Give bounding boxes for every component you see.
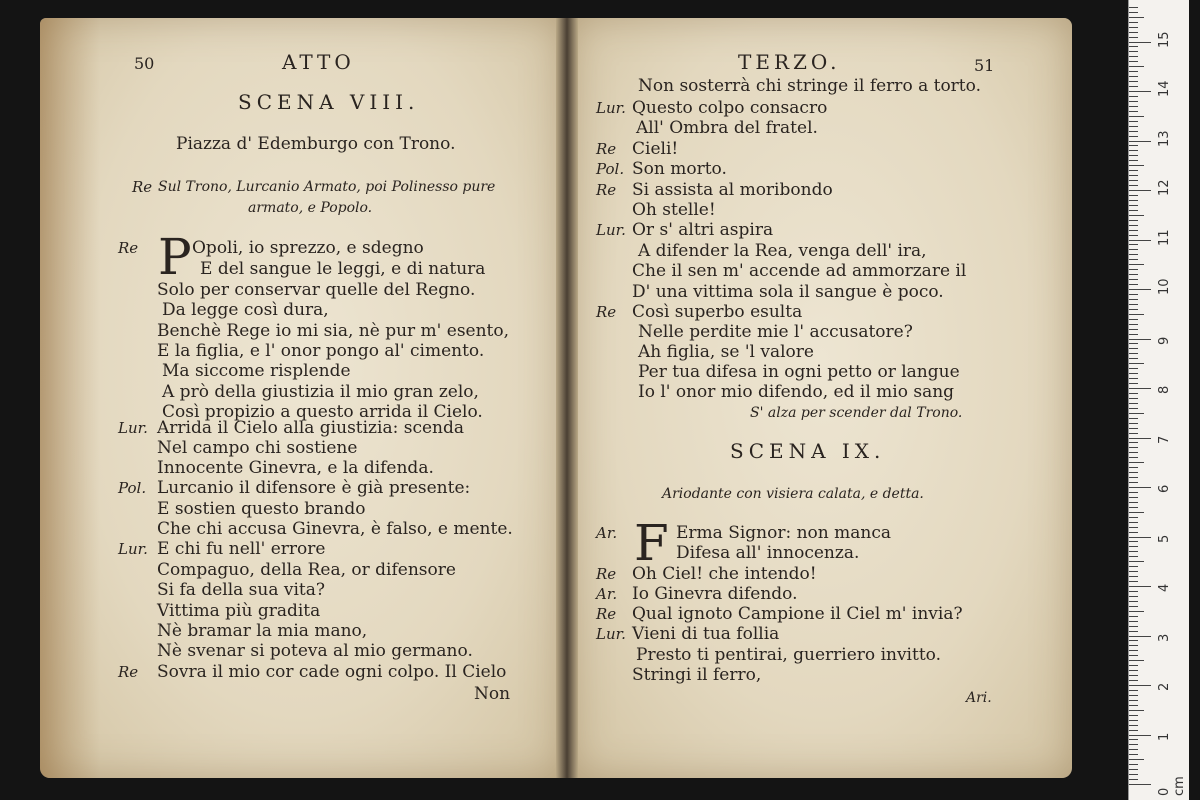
ruler-tick bbox=[1129, 581, 1138, 582]
scene-title-viii: SCENA VIII. bbox=[238, 90, 420, 114]
ruler-tick bbox=[1129, 284, 1138, 285]
ruler-tick bbox=[1129, 289, 1151, 290]
ruler-tick bbox=[1129, 695, 1138, 696]
ruler-tick bbox=[1129, 27, 1138, 28]
ruler-tick bbox=[1129, 403, 1138, 404]
speaker-label: Ar. bbox=[596, 524, 618, 542]
ruler-tick bbox=[1129, 259, 1138, 260]
verse-line: Così propizio a questo arrida il Cielo. bbox=[162, 402, 483, 422]
ruler-tick bbox=[1129, 190, 1151, 191]
ruler-tick bbox=[1129, 150, 1138, 151]
ruler-tick bbox=[1129, 274, 1138, 275]
ruler-tick bbox=[1129, 155, 1138, 156]
running-head-left: ATTO bbox=[282, 50, 355, 74]
verse-line: Vieni di tua follia bbox=[632, 624, 780, 644]
verse-line: Benchè Rege io mi sia, nè pur m' esento, bbox=[157, 321, 510, 341]
ruler-tick bbox=[1129, 502, 1138, 503]
verse-line: Si assista al moribondo bbox=[632, 180, 833, 200]
ruler-tick bbox=[1129, 710, 1144, 711]
speaker-label: Ar. bbox=[596, 585, 618, 603]
scene-title-ix: SCENA IX. bbox=[730, 439, 886, 463]
speaker-label: Lur. bbox=[596, 99, 626, 117]
ruler-tick bbox=[1129, 51, 1138, 52]
ruler-tick bbox=[1129, 185, 1138, 186]
ruler-tick bbox=[1129, 754, 1138, 755]
ruler-tick bbox=[1129, 393, 1138, 394]
ruler-number: 14 bbox=[1157, 80, 1172, 97]
ruler-number: 13 bbox=[1157, 129, 1172, 147]
speaker-label: Re bbox=[596, 605, 617, 623]
verse-line: Solo per conservar quelle del Regno. bbox=[157, 280, 476, 300]
ruler-tick bbox=[1129, 685, 1151, 686]
ruler-number: 4 bbox=[1157, 583, 1172, 592]
ruler-tick bbox=[1129, 571, 1138, 572]
ruler-tick bbox=[1129, 606, 1138, 607]
ruler-tick bbox=[1129, 76, 1138, 77]
ruler-tick bbox=[1129, 735, 1151, 736]
ruler-tick bbox=[1129, 175, 1138, 176]
ruler-tick bbox=[1129, 655, 1138, 656]
ruler-tick bbox=[1129, 304, 1138, 305]
ruler-tick bbox=[1129, 230, 1138, 231]
book-gutter bbox=[556, 18, 578, 778]
ruler-tick bbox=[1129, 744, 1138, 745]
verse-line: Erma Signor: non manca bbox=[676, 523, 891, 543]
ruler-tick bbox=[1129, 121, 1138, 122]
ruler-number: 8 bbox=[1157, 385, 1172, 394]
verse-line: Stringi il ferro, bbox=[632, 665, 762, 685]
verse-line: Io Ginevra difendo. bbox=[632, 584, 798, 604]
ruler-number: 15 bbox=[1157, 30, 1172, 48]
ruler-tick bbox=[1129, 418, 1138, 419]
speaker-label: Lur. bbox=[596, 221, 626, 239]
ruler-tick bbox=[1129, 428, 1138, 429]
speaker-label: Lur. bbox=[118, 540, 148, 558]
speaker-label: Re bbox=[596, 181, 617, 199]
ruler-tick bbox=[1129, 680, 1138, 681]
ruler-number: 1 bbox=[1157, 732, 1172, 741]
ruler-tick bbox=[1129, 472, 1138, 473]
ruler-tick bbox=[1129, 378, 1138, 379]
ruler-tick bbox=[1129, 739, 1138, 740]
ruler-number: 11 bbox=[1157, 228, 1172, 246]
ruler-tick bbox=[1129, 235, 1138, 236]
verse-line: D' una vittima sola il sangue è poco. bbox=[632, 282, 944, 302]
ruler-tick bbox=[1129, 249, 1138, 250]
ruler-tick bbox=[1129, 106, 1138, 107]
ruler-tick bbox=[1129, 645, 1138, 646]
verse-line: Che chi accusa Ginevra, è falso, e mente. bbox=[157, 519, 513, 539]
drop-cap-f: F bbox=[634, 514, 669, 572]
ruler-number: 7 bbox=[1157, 435, 1172, 444]
stage-direction-line1: Sul Trono, Lurcanio Armato, poi Polinesso pure bbox=[158, 179, 496, 195]
ruler-tick bbox=[1129, 462, 1144, 463]
ruler-tick bbox=[1129, 215, 1144, 216]
ruler-tick bbox=[1129, 71, 1138, 72]
ruler-tick bbox=[1129, 442, 1138, 443]
verse-line: Opoli, io sprezzo, e sdegno bbox=[192, 238, 424, 258]
ruler-number: 0 cm bbox=[1157, 776, 1187, 796]
ruler-tick bbox=[1129, 205, 1138, 206]
verse-line: Nel campo chi sostiene bbox=[157, 438, 358, 458]
page-number-right: 51 bbox=[974, 56, 995, 75]
ruler-tick bbox=[1129, 294, 1138, 295]
verse-line: Così superbo esulta bbox=[632, 302, 803, 322]
ruler-tick bbox=[1129, 225, 1138, 226]
ruler-tick bbox=[1129, 720, 1138, 721]
ruler-tick bbox=[1129, 492, 1138, 493]
ruler-tick bbox=[1129, 423, 1138, 424]
ruler-tick bbox=[1129, 621, 1138, 622]
ruler-tick bbox=[1129, 640, 1138, 641]
verse-line: Per tua difesa in ogni petto or langue bbox=[638, 362, 960, 382]
ruler-tick bbox=[1129, 537, 1151, 538]
ruler-tick bbox=[1129, 522, 1138, 523]
ruler-tick bbox=[1129, 487, 1151, 488]
ruler-tick bbox=[1129, 160, 1138, 161]
ruler-tick bbox=[1129, 200, 1138, 201]
ruler-tick bbox=[1129, 779, 1138, 780]
verse-line: E la figlia, e l' onor pongo al' cimento. bbox=[157, 341, 485, 361]
verse-line: Presto ti pentirai, guerriero invitto. bbox=[636, 645, 941, 665]
catchword-right: Ari. bbox=[966, 690, 992, 706]
ruler-tick bbox=[1129, 254, 1138, 255]
ruler-tick bbox=[1129, 631, 1138, 632]
ruler-tick bbox=[1129, 452, 1138, 453]
ruler-tick bbox=[1129, 368, 1138, 369]
verse-line: Or s' altri aspira bbox=[632, 220, 774, 240]
ruler-tick bbox=[1129, 551, 1138, 552]
ruler-tick bbox=[1129, 141, 1151, 142]
ruler-tick bbox=[1129, 126, 1138, 127]
verse-line: Compaguo, della Rea, or difensore bbox=[157, 560, 456, 580]
ruler-tick bbox=[1129, 398, 1138, 399]
verse-line: Difesa all' innocenza. bbox=[676, 543, 860, 563]
setting-line-right: Ariodante con visiera calata, e detta. bbox=[662, 486, 924, 502]
ruler-tick bbox=[1129, 507, 1138, 508]
verse-line: Son morto. bbox=[632, 159, 727, 179]
speaker-label: Re bbox=[596, 565, 617, 583]
ruler-tick bbox=[1129, 596, 1138, 597]
ruler-number: 9 bbox=[1157, 336, 1172, 345]
ruler-tick bbox=[1129, 32, 1138, 33]
verse-line: Si fa della sua vita? bbox=[157, 580, 326, 600]
stage-direction-line2: armato, e Popolo. bbox=[248, 200, 373, 216]
ruler-tick bbox=[1129, 497, 1138, 498]
ruler-tick bbox=[1129, 566, 1138, 567]
verse-line: Nè svenar si poteva al mio germano. bbox=[157, 641, 473, 661]
ruler-tick bbox=[1129, 611, 1144, 612]
ruler-tick bbox=[1129, 264, 1144, 265]
setting-line-left: Piazza d' Edemburgo con Trono. bbox=[176, 134, 456, 154]
measuring-ruler bbox=[1128, 0, 1189, 800]
ruler-number: 12 bbox=[1157, 179, 1172, 196]
ruler-tick bbox=[1129, 725, 1138, 726]
speaker-label: Re bbox=[596, 140, 617, 158]
ruler-tick bbox=[1129, 561, 1144, 562]
ruler-tick bbox=[1129, 601, 1138, 602]
ruler-number: 10 bbox=[1157, 278, 1172, 295]
ruler-tick bbox=[1129, 145, 1138, 146]
ruler-tick bbox=[1129, 240, 1151, 241]
ruler-tick bbox=[1129, 774, 1138, 775]
drop-cap-p: P bbox=[158, 228, 192, 286]
ruler-tick bbox=[1129, 279, 1138, 280]
ruler-tick bbox=[1129, 715, 1138, 716]
ruler-tick bbox=[1129, 482, 1138, 483]
ruler-tick bbox=[1129, 91, 1151, 92]
direction-speaker: Re bbox=[132, 178, 153, 196]
ruler-tick bbox=[1129, 61, 1138, 62]
ruler-tick bbox=[1129, 665, 1138, 666]
verse-line: All' Ombra del fratel. bbox=[636, 118, 818, 138]
ruler-tick bbox=[1129, 626, 1138, 627]
ruler-tick bbox=[1129, 363, 1144, 364]
ruler-tick bbox=[1129, 467, 1138, 468]
ruler-tick bbox=[1129, 81, 1138, 82]
ruler-tick bbox=[1129, 358, 1138, 359]
ruler-tick bbox=[1129, 329, 1138, 330]
verse-line: E chi fu nell' errore bbox=[157, 539, 326, 559]
ruler-tick bbox=[1129, 136, 1138, 137]
page-number-left: 50 bbox=[134, 54, 155, 73]
ruler-tick bbox=[1129, 22, 1138, 23]
ruler-tick bbox=[1129, 56, 1138, 57]
ruler-tick bbox=[1129, 180, 1138, 181]
ruler-tick bbox=[1129, 447, 1138, 448]
ruler-tick bbox=[1129, 670, 1138, 671]
ruler-tick bbox=[1129, 348, 1138, 349]
ruler-tick bbox=[1129, 269, 1138, 270]
ruler-tick bbox=[1129, 769, 1138, 770]
ruler-tick bbox=[1129, 512, 1144, 513]
ruler-tick bbox=[1129, 373, 1138, 374]
verse-line: Questo colpo consacro bbox=[632, 98, 828, 118]
ruler-tick bbox=[1129, 616, 1138, 617]
ruler-tick bbox=[1129, 111, 1138, 112]
ruler-tick bbox=[1129, 730, 1138, 731]
ruler-tick bbox=[1129, 433, 1138, 434]
running-head-right: TERZO. bbox=[738, 50, 841, 74]
ruler-tick bbox=[1129, 319, 1138, 320]
ruler-number: 5 bbox=[1157, 534, 1172, 543]
ruler-tick bbox=[1129, 591, 1138, 592]
ruler-tick bbox=[1129, 700, 1138, 701]
verse-line: A prò della giustizia il mio gran zelo, bbox=[162, 382, 479, 402]
ruler-tick bbox=[1129, 527, 1138, 528]
ruler-tick bbox=[1129, 324, 1138, 325]
ruler-tick bbox=[1129, 541, 1138, 542]
ruler-tick bbox=[1129, 334, 1138, 335]
ruler-tick bbox=[1129, 299, 1138, 300]
speaker-label: Lur. bbox=[596, 625, 626, 643]
ruler-tick bbox=[1129, 705, 1138, 706]
ruler-tick bbox=[1129, 383, 1138, 384]
ruler-tick bbox=[1129, 17, 1144, 18]
ruler-tick bbox=[1129, 586, 1151, 587]
ruler-tick bbox=[1129, 532, 1138, 533]
speaker-label: Lur. bbox=[118, 419, 148, 437]
verse-line: Cieli! bbox=[632, 139, 679, 159]
ruler-tick bbox=[1129, 576, 1138, 577]
ruler-number: 6 bbox=[1157, 484, 1172, 493]
ruler-tick bbox=[1129, 650, 1138, 651]
ruler-tick bbox=[1129, 749, 1138, 750]
ruler-tick bbox=[1129, 339, 1151, 340]
ruler-tick bbox=[1129, 353, 1138, 354]
verse-line: Oh stelle! bbox=[632, 200, 716, 220]
ruler-tick bbox=[1129, 556, 1138, 557]
verse-line: Nè bramar la mia mano, bbox=[157, 621, 368, 641]
verse-line: A difender la Rea, venga dell' ira, bbox=[638, 241, 927, 261]
ruler-tick bbox=[1129, 314, 1144, 315]
ruler-tick bbox=[1129, 170, 1138, 171]
speaker-label: Pol. bbox=[596, 160, 625, 178]
ruler-tick bbox=[1129, 195, 1138, 196]
verse-line: Oh Ciel! che intendo! bbox=[632, 564, 817, 584]
ruler-tick bbox=[1129, 477, 1138, 478]
ruler-tick bbox=[1129, 46, 1138, 47]
verse-line: Sovra il mio cor cade ogni colpo. Il Cielo bbox=[157, 662, 507, 682]
speaker-label: Re bbox=[118, 663, 139, 681]
verse-line: E sostien questo brando bbox=[157, 499, 366, 519]
verse-line: Ma siccome risplende bbox=[162, 361, 351, 381]
verse-line: Qual ignoto Campione il Ciel m' invia? bbox=[632, 604, 963, 624]
ruler-number: 2 bbox=[1157, 682, 1172, 691]
ruler-tick bbox=[1129, 37, 1138, 38]
ruler-tick bbox=[1129, 131, 1138, 132]
stage-direction-rise: S' alza per scender dal Trono. bbox=[750, 405, 963, 421]
ruler-tick bbox=[1129, 457, 1138, 458]
ruler-tick bbox=[1129, 690, 1138, 691]
speaker-label: Re bbox=[596, 303, 617, 321]
ruler-tick bbox=[1129, 388, 1151, 389]
ruler-tick bbox=[1129, 675, 1138, 676]
verse-line: Lurcanio il difensore è già presente: bbox=[157, 478, 471, 498]
ruler-tick bbox=[1129, 517, 1138, 518]
verse-line: Arrida il Cielo alla giustizia: scenda bbox=[157, 418, 464, 438]
verse-line: Nelle perdite mie l' accusatore? bbox=[638, 322, 913, 342]
ruler-tick bbox=[1129, 438, 1151, 439]
ruler-tick bbox=[1129, 210, 1138, 211]
verse-line: Innocente Ginevra, e la difenda. bbox=[157, 458, 434, 478]
verse-line: Ah figlia, se 'l valore bbox=[638, 342, 814, 362]
verse-line: Da legge così dura, bbox=[162, 300, 329, 320]
ruler-tick bbox=[1129, 408, 1138, 409]
ruler-tick bbox=[1129, 636, 1151, 637]
catchword-left: Non bbox=[474, 684, 511, 704]
ruler-tick bbox=[1129, 165, 1144, 166]
ruler-tick bbox=[1129, 42, 1151, 43]
ruler-tick bbox=[1129, 764, 1138, 765]
ruler-tick bbox=[1129, 309, 1138, 310]
verse-line: Io l' onor mio difendo, ed il mio sang bbox=[638, 382, 955, 402]
ruler-tick bbox=[1129, 86, 1138, 87]
verse-line: E del sangue le leggi, e di natura bbox=[200, 259, 486, 279]
ruler-number: 3 bbox=[1157, 633, 1172, 642]
ruler-tick bbox=[1129, 12, 1138, 13]
ruler-tick bbox=[1129, 546, 1138, 547]
ruler-tick bbox=[1129, 116, 1144, 117]
ruler-tick bbox=[1129, 759, 1144, 760]
ruler-tick bbox=[1129, 7, 1138, 8]
ruler-tick bbox=[1129, 96, 1138, 97]
ruler-tick bbox=[1129, 784, 1151, 785]
verse-line: Che il sen m' accende ad ammorzare il bbox=[632, 261, 967, 281]
speaker-label: Pol. bbox=[118, 479, 147, 497]
speaker-label: Re bbox=[118, 239, 139, 257]
verse-line: Non sosterrà chi stringe il ferro a torto. bbox=[638, 76, 981, 96]
ruler-tick bbox=[1129, 220, 1138, 221]
ruler-tick bbox=[1129, 343, 1138, 344]
ruler-tick bbox=[1129, 101, 1138, 102]
ruler-tick bbox=[1129, 660, 1144, 661]
ruler-tick bbox=[1129, 244, 1138, 245]
ruler-tick bbox=[1129, 66, 1144, 67]
verse-line: Vittima più gradita bbox=[157, 601, 321, 621]
ruler-tick bbox=[1129, 413, 1144, 414]
